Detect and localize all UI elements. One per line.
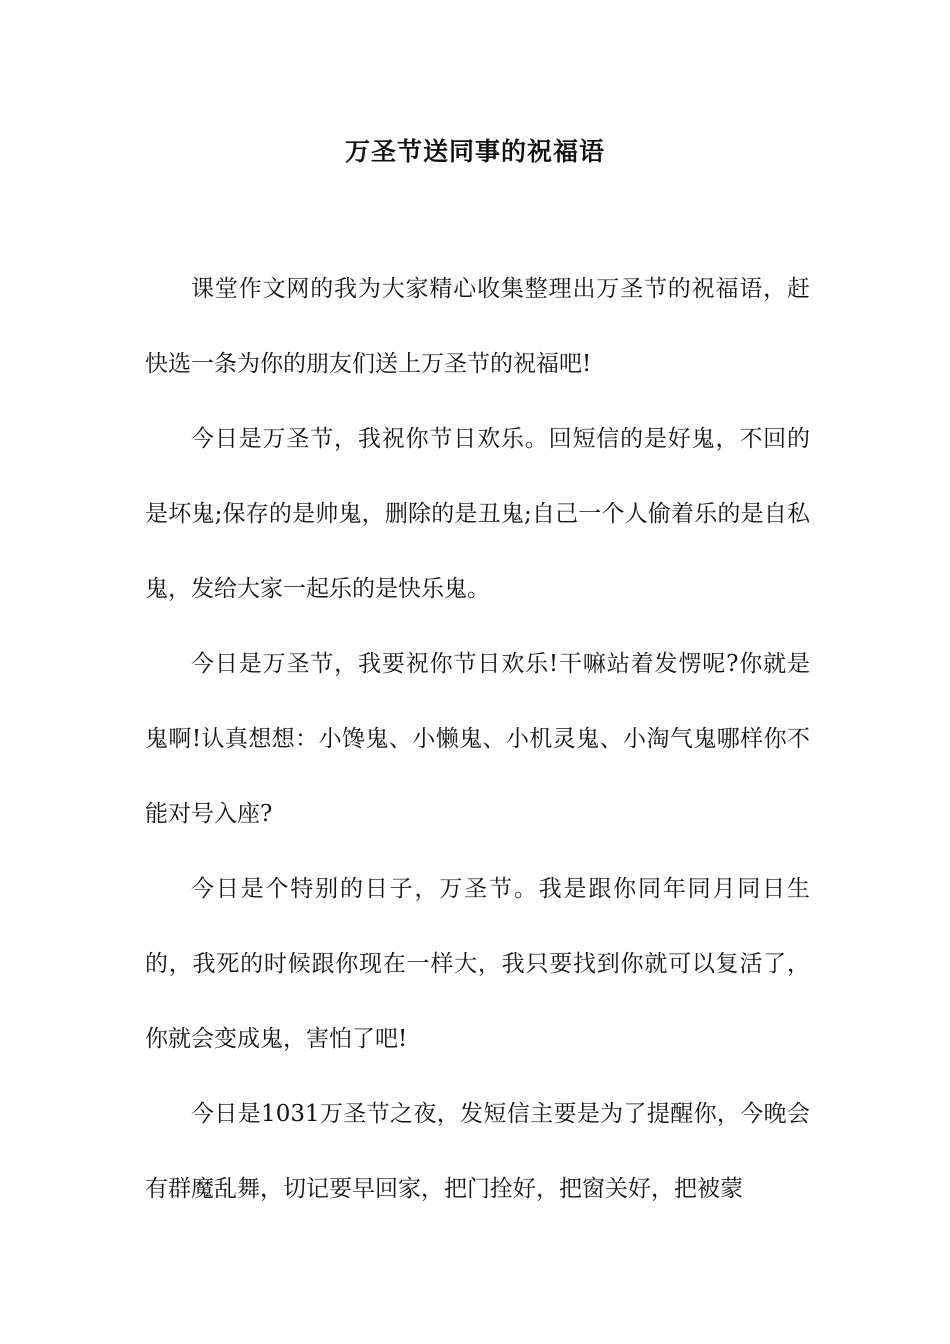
document-body	[145, 252, 810, 1227]
paragraph-intro: 课堂作文网的我为大家精心收集整理出万圣节的祝福语，赶快选一条为你的朋友们送上万圣节的祝福吧!	[145, 276, 810, 377]
paragraph-greeting-1: 今日是万圣节，我祝你节日欢乐。回短信的是好鬼，不回的是坏鬼;保存的是帅鬼，删除的是丑鬼;自己一个人偷着乐的是自私鬼，发给大家一起乐的是快乐鬼。	[145, 426, 810, 602]
paragraph-greeting-2: 今日是万圣节，我要祝你节日欢乐!干嘛站着发愣呢?你就是鬼啊!认真想想：小馋鬼、小懒鬼、小机灵鬼、小淘气鬼哪样你不能对号入座?	[145, 651, 810, 827]
paragraph-greeting-3: 今日是个特别的日子，万圣节。我是跟你同年同月同日生的，我死的时候跟你现在一样大，我只要找到你就可以复活了，你就会变成鬼，害怕了吧!	[145, 876, 810, 1052]
paragraph-greeting-4: 今日是1031万圣节之夜，发短信主要是为了提醒你，今晚会有群魔乱舞，切记要早回家，把门拴好，把窗关好，把被蒙	[145, 1101, 810, 1202]
document-title: 万圣节送同事的祝福语	[344, 137, 605, 166]
